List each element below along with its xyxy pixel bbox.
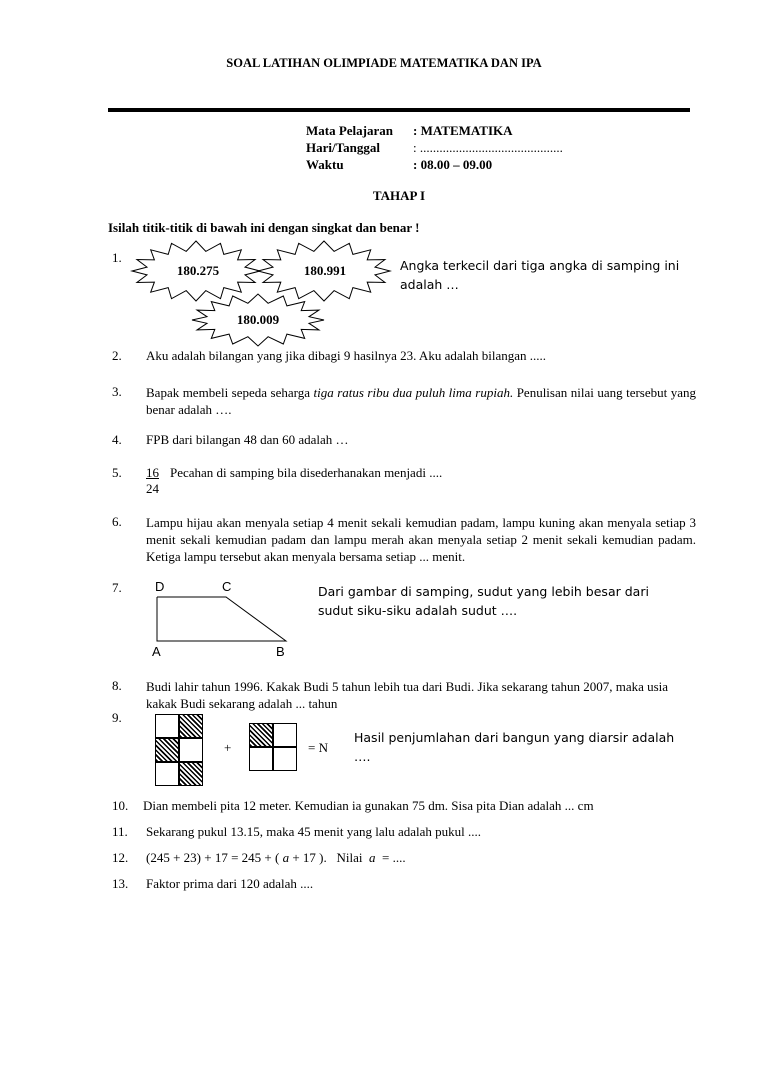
- info-label-time: Waktu: [306, 157, 344, 172]
- q4-text: FPB dari bilangan 48 dan 60 adalah …: [146, 432, 349, 447]
- star-value-3: 180.009: [236, 312, 280, 327]
- vertex-label-a: A: [152, 644, 161, 658]
- q1-text: Angka terkecil dari tiga angka di samping ini adalah …: [400, 258, 680, 292]
- q2-text: Aku adalah bilangan yang jika dibagi 9 hasilnya 23. Aku adalah bilangan .....: [146, 348, 547, 363]
- q5-number: 5.: [112, 465, 122, 480]
- q3-text: [146, 384, 696, 418]
- cell-shaded: [155, 738, 179, 762]
- stage-title: TAHAP I: [372, 188, 426, 203]
- q3-number: 3.: [112, 384, 122, 399]
- q2-number: 2.: [112, 348, 122, 363]
- q12-number: 12.: [112, 850, 129, 865]
- q6-text: Lampu hijau akan menyala setiap 4 menit sekali kemudian padam, lampu kuning akan menyala setiap 3 menit sekali kemudian padam dan lampu merah akan menyala setiap 2 menit sekali kemudian padam. Ketiga lampu tersebut akan menyala bersama setiap ... menit.: [146, 515, 696, 564]
- q12-text-b: + 17 ). Nilai: [289, 850, 369, 865]
- info-block: [306, 122, 563, 173]
- q6-number: 6.: [112, 514, 122, 529]
- info-value-time: : 08.00 – 09.00: [413, 157, 493, 172]
- star-value-2: 180.991: [303, 263, 347, 278]
- cell-shaded: [179, 714, 203, 738]
- vertex-label-d: D: [155, 579, 165, 594]
- star-value-1: 180.275: [176, 263, 220, 278]
- info-label-date: Hari/Tanggal: [306, 140, 380, 155]
- q13-text: Faktor prima dari 120 adalah ....: [146, 876, 314, 891]
- info-value-subject: : MATEMATIKA: [413, 123, 513, 138]
- header-rule: [108, 108, 690, 112]
- info-value-date: : ............................................: [413, 140, 563, 155]
- q5-text: Pecahan di samping bila disederhanakan menjadi ....: [170, 465, 443, 480]
- vertex-label-b: B: [276, 644, 285, 658]
- q12-text-c: = ....: [375, 850, 406, 865]
- cell: [273, 747, 297, 771]
- q7-text: Dari gambar di samping, sudut yang lebih besar dari sudut siku-siku adalah sudut ….: [318, 584, 649, 618]
- cell: [155, 714, 179, 738]
- cell: [249, 747, 273, 771]
- q10-text: Dian membeli pita 12 meter. Kemudian ia gunakan 75 dm. Sisa pita Dian adalah ... cm: [143, 798, 594, 813]
- q12-text-a: (245 + 23) + 17 = 245 + (: [146, 850, 283, 865]
- q11-text: Sekarang pukul 13.15, maka 45 menit yang lalu adalah pukul ....: [146, 824, 482, 839]
- q3-text-pre: Bapak membeli sepeda seharga: [146, 385, 314, 400]
- q9-right-shape: [249, 723, 299, 773]
- q5-numerator: 16: [146, 465, 159, 480]
- q7-number: 7.: [112, 580, 122, 595]
- q9-plus-sign: +: [224, 740, 232, 755]
- q1-stars-figure: [130, 238, 400, 348]
- cell: [273, 723, 297, 747]
- q11-number: 11.: [112, 824, 128, 839]
- instruction: Isilah titik-titik di bawah ini dengan singkat dan benar !: [108, 220, 420, 235]
- q9-number: 9.: [112, 710, 122, 725]
- q10-number: 10.: [112, 798, 129, 813]
- q12-variable-a: a: [282, 850, 290, 865]
- page-title: SOAL LATIHAN OLIMPIADE MATEMATIKA DAN IPA: [226, 56, 542, 70]
- q1-number: 1.: [112, 250, 122, 265]
- q9-text: Hasil penjumlahan dari bangun yang diarsir adalah ….: [354, 730, 675, 764]
- q12-variable-a-2: a: [368, 850, 376, 865]
- q7-trapezoid-figure: [140, 578, 300, 658]
- info-label-subject: Mata Pelajaran: [306, 123, 394, 138]
- cell: [155, 762, 179, 786]
- cell-shaded: [249, 723, 273, 747]
- q9-equals-n: = N: [308, 740, 328, 755]
- q13-number: 13.: [112, 876, 129, 891]
- q8-number: 8.: [112, 678, 122, 693]
- q8-text: Budi lahir tahun 1996. Kakak Budi 5 tahun lebih tua dari Budi. Jika sekarang tahun 2007, maka usia kakak Budi sekarang adalah ... tahun: [146, 679, 669, 711]
- trapezoid-shape: [157, 597, 286, 641]
- q3-text-post: Penulisan nilai uang tersebut yang benar adalah ….: [146, 385, 696, 417]
- q9-left-shape: [155, 714, 205, 788]
- cell: [179, 738, 203, 762]
- q4-number: 4.: [112, 432, 122, 447]
- q12-text: [146, 850, 406, 866]
- cell-shaded: [179, 762, 203, 786]
- vertex-label-c: C: [222, 579, 232, 594]
- q3-text-italic: tiga ratus ribu dua puluh lima rupiah.: [313, 385, 514, 400]
- q5-denominator: 24: [146, 481, 159, 496]
